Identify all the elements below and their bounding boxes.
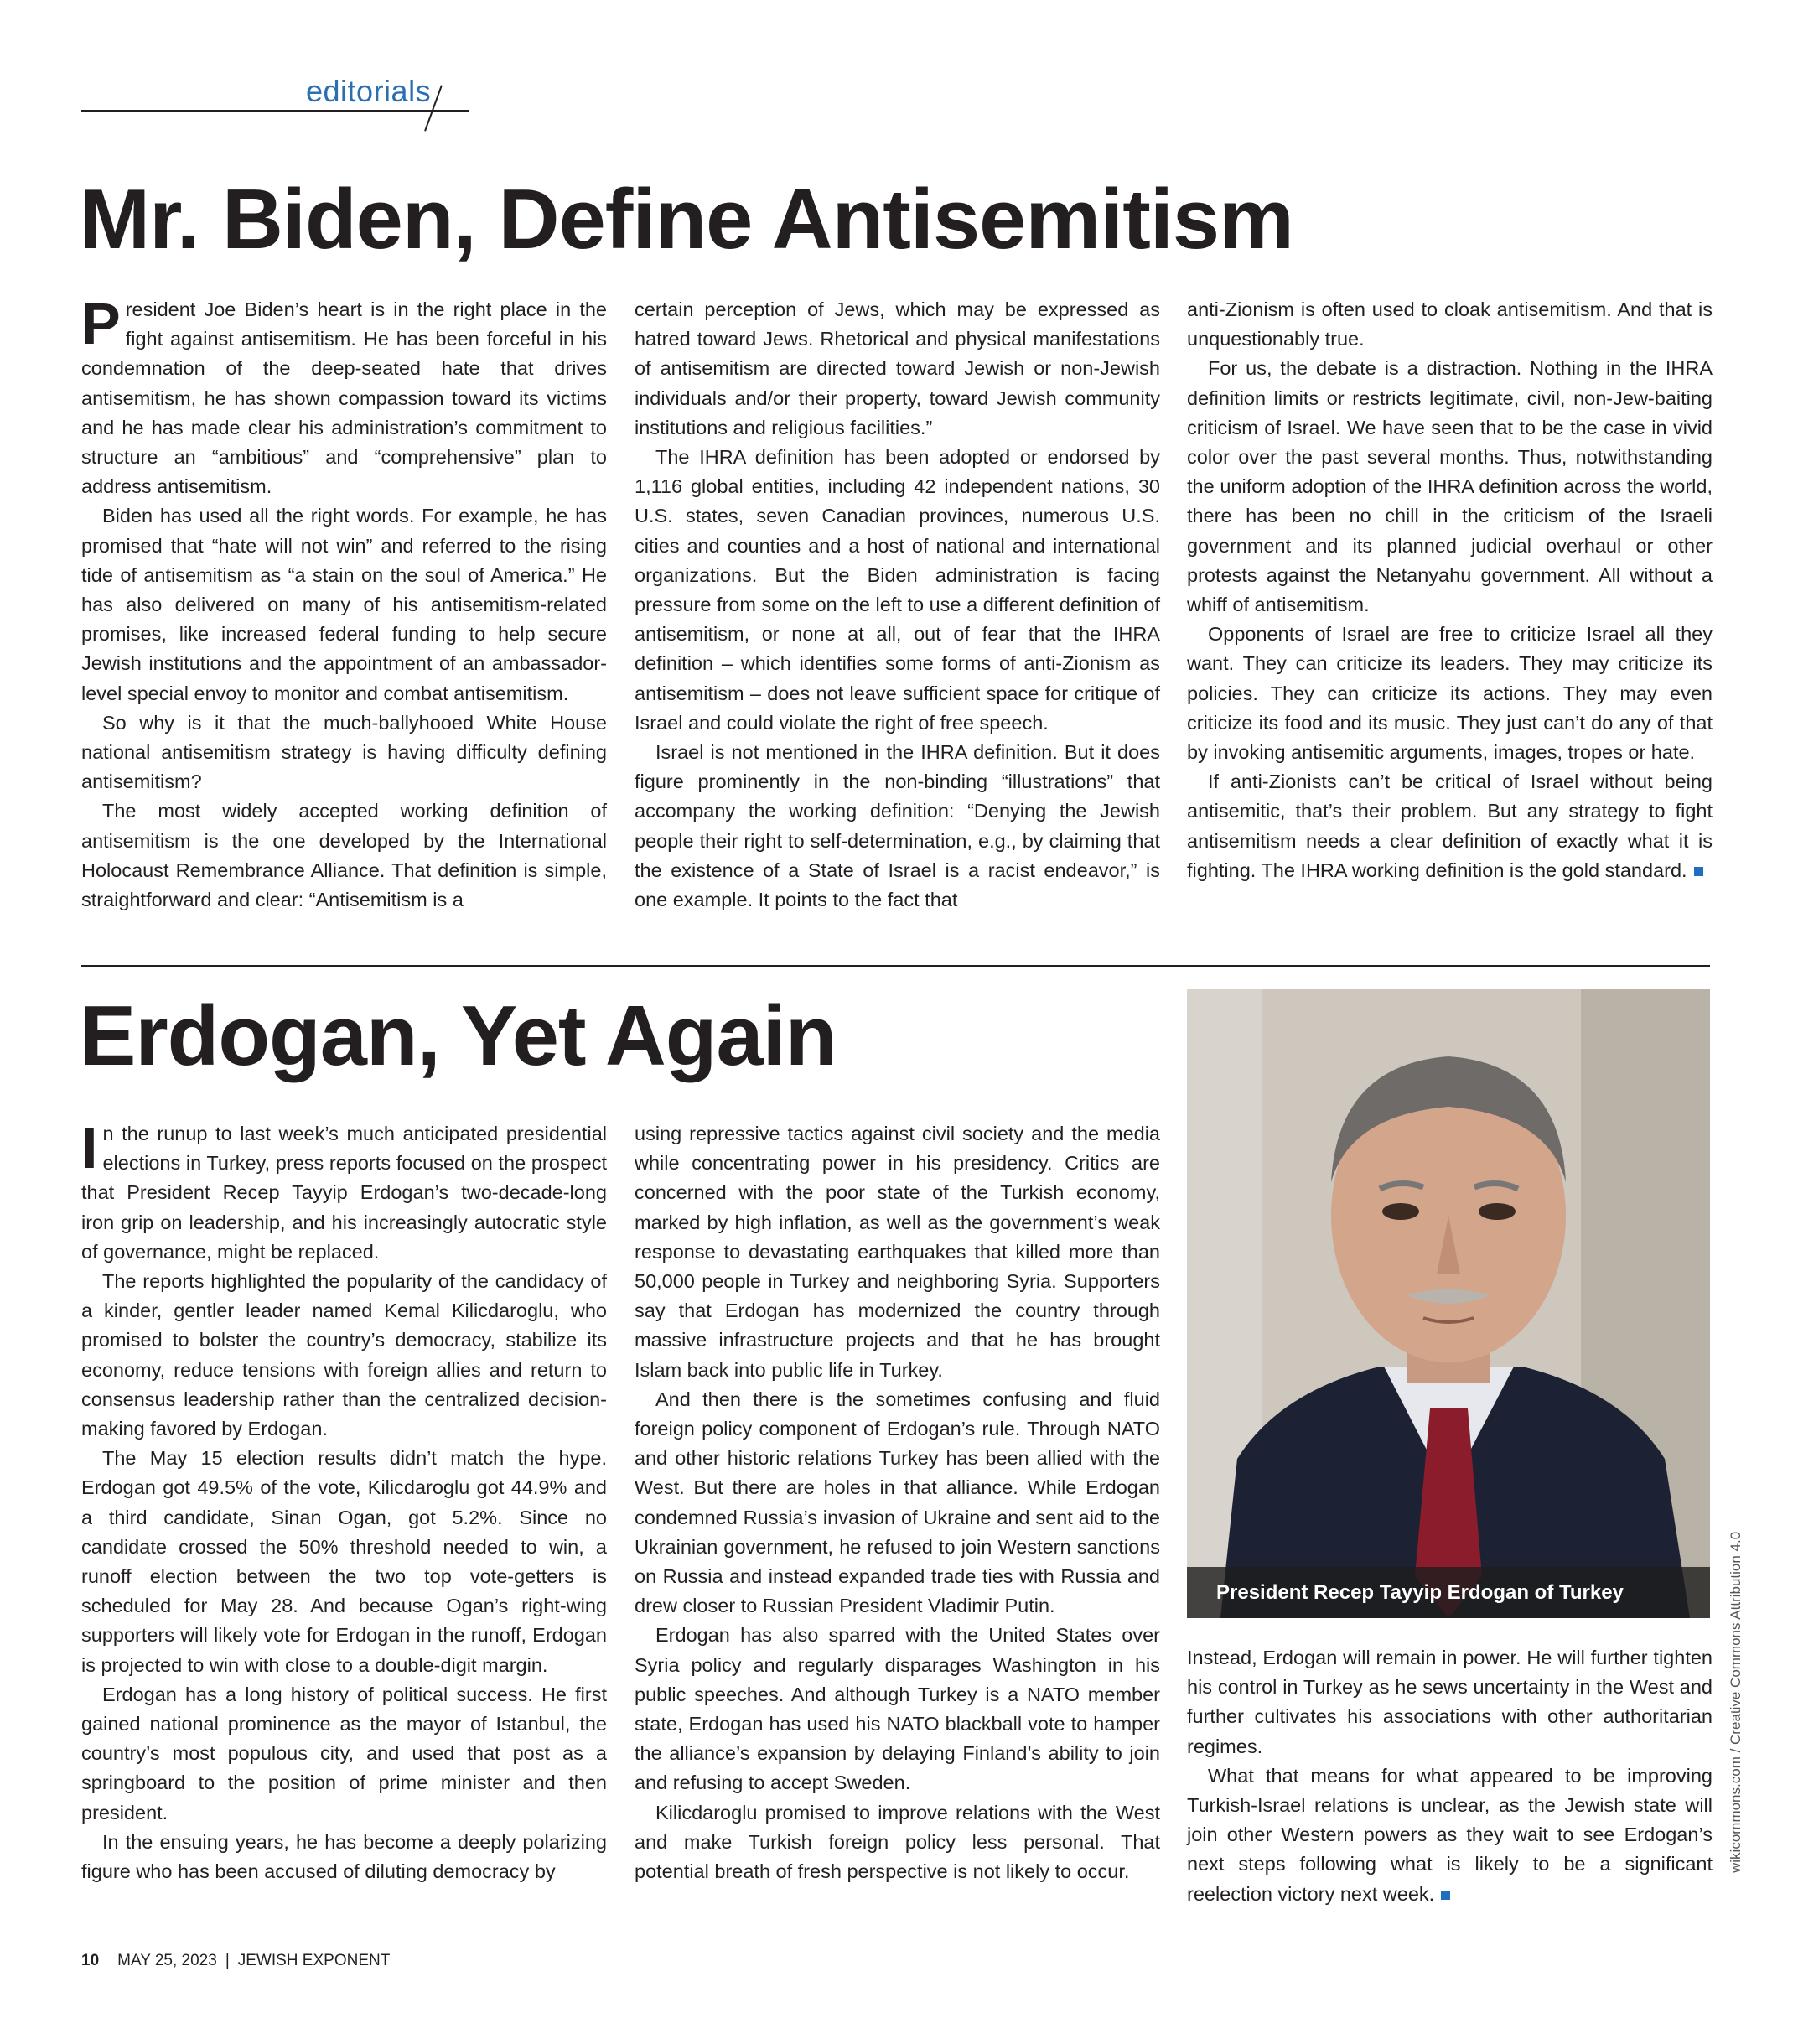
- photo-credit-text: wikicommons.com / Creative Commons Attribution 4.0: [1728, 1531, 1744, 1873]
- issue-date: MAY 25, 2023: [117, 1952, 217, 1969]
- article-divider: [81, 965, 1710, 967]
- article1-col2-para-1: certain perception of Jews, which may be expressed as hatred toward Jews. Rhetorical and physical manifestations of antisemitism are directed toward Jewish or non-Jewish individuals and/or their property, toward Jewish community institutions and religious facilities.”: [635, 298, 1160, 438]
- article2-col2-para-4: Kilicdaroglu promised to improve relations with the West and make Turkish foreign policy less personal. That potential breath of fresh perspective is not likely to occur.: [635, 1801, 1160, 1883]
- article2-col3-para-1: Instead, Erdogan will remain in power. He will further tighten his control in Turkey as he sews uncertainty in the West and further cultivates his associations with other authoritarian regimes.: [1187, 1647, 1713, 1757]
- article2-col2-para-3: Erdogan has also sparred with the United States over Syria policy and regularly disparages Washington in his public speeches. And although Turkey is a NATO member state, Erdogan has used his NATO blackball vote to hamper the alliance’s expansion by delaying Finland’s ability to join and refusing to accept Sweden.: [635, 1624, 1160, 1794]
- article1-col2-para-2: The IHRA definition has been adopted or endorsed by 1,116 global entities, including 42 independent nations, 30 U.S. states, seven Canadian provinces, numerous U.S. cities and counties and a host of national and international organizations. But the Biden administration is facing pressure from some on the left to use a different definition of antisemitism, or none at all, out of fear that the IHRA definition – which identifies some forms of anti-Zionism as antisemitism – does not leave sufficient space for critique of Israel and could violate the right of free speech.: [635, 446, 1160, 734]
- article1-col3-para-2: For us, the debate is a distraction. Nothing in the IHRA definition limits or restricts legitimate, civil, non-Jew-baiting criticism of Israel. We have seen that to be the case in vivid color over the past several months. Thus, notwithstanding the uniform adoption of the IHRA definition across the world, there has been no chill in the criticism of the Israeli government and its planned judicial overhaul or other protests against the Netanyahu government. All without a whiff of antisemitism.: [1187, 357, 1713, 616]
- article2-col2-para-2: And then there is the sometimes confusing and fluid foreign policy component of Erdogan’s rule. Through NATO and other historic relations Turkey has been allied with the West. But there are holes in that alliance. While Erdogan condemned Russia’s invasion of Ukraine and sent aid to the Ukrainian government, he refused to join Western sanctions on Russia and instead expanded trade ties with Russia and drew closer to Russian President Vladimir Putin.: [635, 1388, 1160, 1617]
- erdogan-photo: [1187, 989, 1710, 1618]
- article1-col1-para-2: Biden has used all the right words. For example, he has promised that “hate will not win” and referred to the rising tide of antisemitism as “a stain on the soul of America.” He has also delivered on many of his antisemitism-related promises, like increased federal funding to help secure Jewish institutions and the appointment of an ambassador-level special envoy to monitor and combat antisemitism.: [81, 505, 607, 704]
- article1-col3-para-4-text: If anti-Zionists can’t be critical of Israel without being antisemitic, that’s their problem. But any strategy to fight antisemitism needs a clear definition of exactly what it is fighting. The IHRA working definition is the gold standard.: [1187, 770, 1713, 881]
- article2-col1-para-4: Erdogan has a long history of political success. He first gained national prominence as the mayor of Istanbul, the country’s most populous city, and used that post as a springboard to the position of prime minister and then president.: [81, 1683, 607, 1824]
- article1-col1-para-4: The most widely accepted working definition of antisemitism is the one developed by the International Holocaust Remembrance Alliance. That definition is simple, straightforward and clear: “Antisemitism is a: [81, 800, 607, 911]
- article2-column-1: [81, 1115, 607, 1886]
- article2-column-3: [1187, 1643, 1713, 1909]
- article1-column-3: [1187, 295, 1713, 885]
- article2-col1-para-5: In the ensuing years, he has become a deeply polarizing figure who has been accused of diluting democracy by: [81, 1830, 607, 1883]
- section-rule: [81, 110, 469, 112]
- article2-column-2: [635, 1119, 1160, 1886]
- page-number: 10: [81, 1952, 100, 1969]
- article2-col1-para-3: The May 15 election results didn’t match the hype. Erdogan got 49.5% of the vote, Kilicdaroglu got 44.9% and a third candidate, Sinan Ogan, got 5.2%. Since no candidate crossed the 50% threshold needed to win, a runoff election between the two top vote-getters is scheduled for May 28. And because Ogan’s right-wing supporters will likely vote for Erdogan in the runoff, Erdogan is projected to win with close to a double-digit margin.: [81, 1447, 607, 1676]
- article1-col1-para-1: [81, 291, 607, 501]
- end-of-article-mark: [1694, 867, 1703, 876]
- article2-headline: Erdogan, Yet Again: [80, 989, 837, 1083]
- section-label: editorials: [306, 74, 432, 108]
- article1-column-1: [81, 291, 607, 915]
- end-of-article-mark: [1441, 1891, 1450, 1900]
- article1-column-2: [635, 295, 1160, 915]
- article1-col3-para-3: Opponents of Israel are free to criticize Israel all they want. They can criticize its leaders. They may criticize its policies. They can criticize its actions. They may even criticize its food and its music. They just can’t do any of that by invoking antisemitic arguments, images, tropes or hate.: [1187, 623, 1713, 764]
- footer-separator: |: [225, 1952, 230, 1969]
- article2-col2-para-1: using repressive tactics against civil society and the media while concentrating power in his presidency. Critics are concerned with the poor state of the Turkish economy, marked by high inflation, as well as the government’s weak response to devastating earthquakes that killed more than 50,000 people in Turkey and neighboring Syria. Supporters say that Erdogan has modernized the country through massive infrastructure projects and that he has brought Islam back into public life in Turkey.: [635, 1123, 1160, 1381]
- article1-col1-para-3: So why is it that the much-ballyhooed White House national antisemitism strategy is having difficulty defining antisemitism?: [81, 711, 607, 793]
- article2-col1-para-1: [81, 1115, 607, 1267]
- article1-col1-para-1-rest: resident Joe Biden’s heart is in the right place in the fight against antisemitism. He has been forceful in his condemnation of the deep-seated hate that drives antisemitism, he has shown compassion toward its victims and he has made clear his administration’s commitment to structure an “ambitious” and “comprehensive” plan to address antisemitism.: [81, 298, 607, 498]
- article1-col3-para-4: [1187, 767, 1713, 885]
- article2-col3-para-2-text: What that means for what appeared to be improving Turkish-Israel relations is unclear, as the Jewish state will join other Western powers as they wait to see Erdogan’s next steps following what is likely to be a significant reelection victory next week.: [1187, 1764, 1713, 1905]
- drop-cap: I: [81, 1115, 98, 1180]
- article1-col3-para-1: anti-Zionism is often used to cloak antisemitism. And that is unquestionably true.: [1187, 298, 1713, 350]
- article1-headline: Mr. Biden, Define Antisemitism: [80, 173, 1293, 267]
- article2-col1-para-2: The reports highlighted the popularity of the candidacy of a kinder, gentler leader named Kemal Kilicdaroglu, who promised to bolster the country’s democracy, stabilize its economy, reduce tensions with foreign allies and return to consensus leadership rather than the centralized decision-making favored by Erdogan.: [81, 1270, 607, 1440]
- article1-col2-para-3: Israel is not mentioned in the IHRA definition. But it does figure prominently in the non-binding “illustrations” that accompany the working definition: “Denying the Jewish people their right to self-determination, e.g., by claiming that the existence of a State of Israel is a racist endeavor,” is one example. It points to the fact that: [635, 741, 1160, 911]
- photo-caption: President Recep Tayyip Erdogan of Turkey: [1187, 1567, 1710, 1618]
- page-footer: [81, 1952, 390, 1970]
- portrait-illustration: [1187, 989, 1710, 1618]
- article2-col3-para-2: [1187, 1761, 1713, 1909]
- publication-name: JEWISH EXPONENT: [237, 1952, 391, 1969]
- drop-cap: P: [81, 291, 121, 356]
- article2-col1-para-1-rest: n the runup to last week’s much anticipated presidential elections in Turkey, press reports focused on the prospect that President Recep Tayyip Erdogan’s two-decade-long iron grip on leadership, and his increasingly autocratic style of governance, might be replaced.: [81, 1123, 607, 1263]
